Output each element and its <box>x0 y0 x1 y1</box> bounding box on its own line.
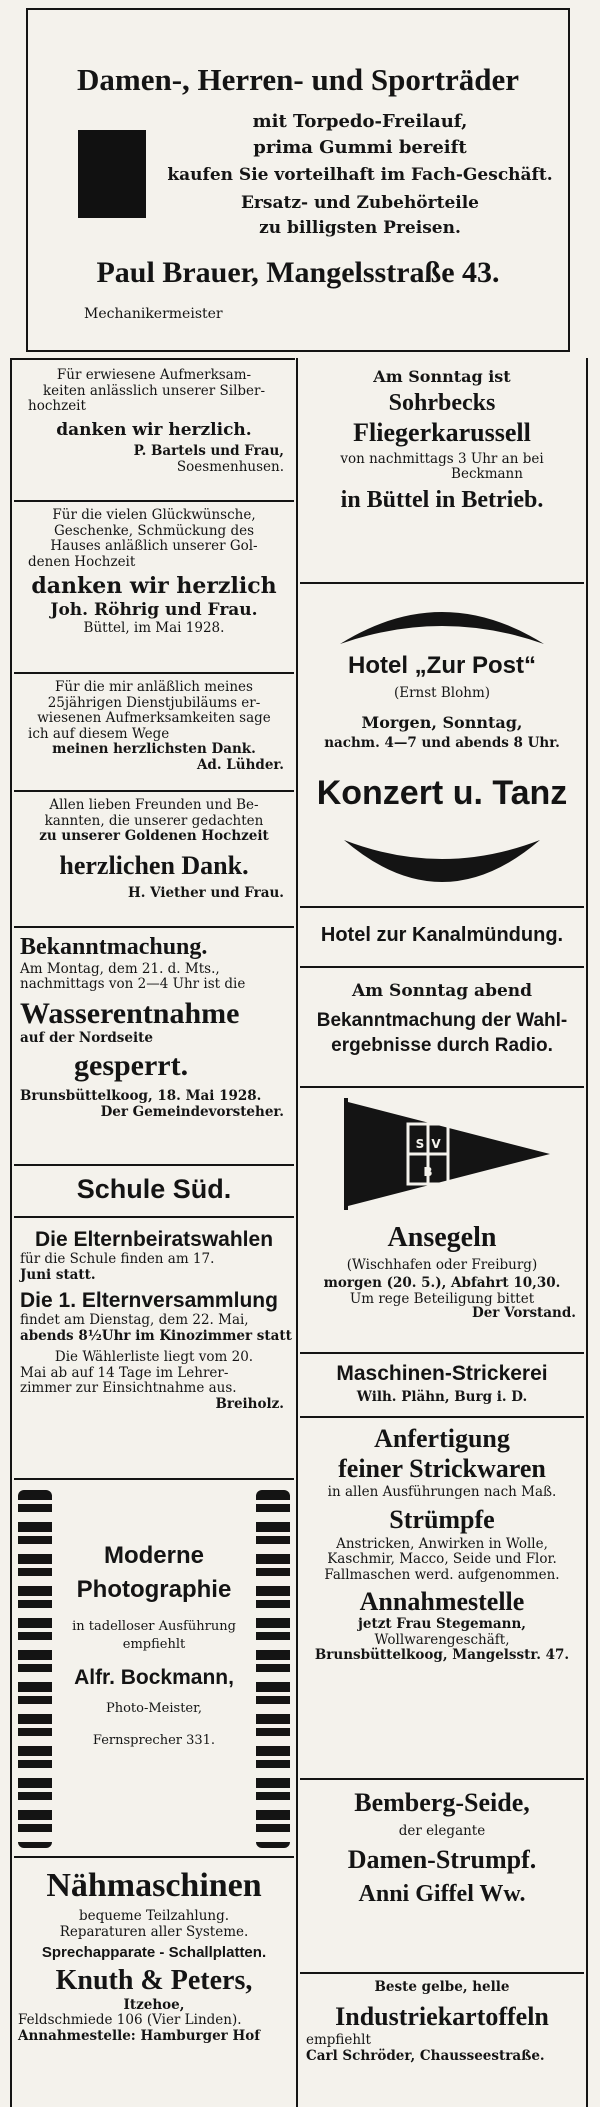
ornament-border-left <box>18 1490 52 1848</box>
text-line: Nähmaschinen <box>46 1867 262 1904</box>
text-line: Die 1. Elternversammlung <box>20 1289 278 1313</box>
text-line: Geschenke, Schmückung des <box>53 522 254 539</box>
text-line: Fallmaschen werd. aufgenommen. <box>324 1566 560 1583</box>
top-ad-line4: Ersatz- und Zubehörteile <box>240 193 480 213</box>
text-line: Bekanntmachung der Wahl- <box>316 1009 568 1031</box>
text-line: 25jährigen Dienstjubiläums er- <box>47 694 261 711</box>
ornament-border-right <box>256 1490 290 1848</box>
text-line: Itzehoe, <box>123 1996 185 2013</box>
text-line: Reparaturen aller Systeme. <box>59 1923 249 1940</box>
text-line: Annahmestelle: Hamburger Hof <box>18 2027 261 2044</box>
text-line: morgen (20. 5.), Abfahrt 10,30. <box>323 1275 561 1291</box>
text-line: Am Sonntag abend <box>351 981 533 1001</box>
text-line: Wilh. Plähn, Burg i. D. <box>356 1389 528 1406</box>
text-line: Ansegeln <box>387 1222 497 1253</box>
text-line: nachm. 4—7 und abends 8 Uhr. <box>324 735 560 751</box>
top-ad-black-box <box>78 130 146 218</box>
text-line: Bemberg-Seide, <box>354 1788 530 1817</box>
text-line: empfiehlt <box>306 2032 371 2049</box>
text-line: für die Schule finden am 17. <box>20 1251 215 1268</box>
text-line: hochzeit <box>28 398 86 415</box>
text-line: Juni statt. <box>20 1266 96 1283</box>
text-line: in allen Ausführungen nach Maß. <box>327 1484 557 1501</box>
text-line: Moderne <box>103 1542 204 1569</box>
top-ad-title: Damen-, Herren- und Sporträder <box>77 62 519 97</box>
text-line: Die Elternbeiratswahlen <box>34 1228 274 1251</box>
text-line: Für erwiesene Aufmerksam- <box>56 367 252 383</box>
crescent-bottom-ornament <box>300 834 584 904</box>
top-ad-line3: kaufen Sie vorteilhaft im Fach-Geschäft. <box>167 165 553 185</box>
flag-letter-s: S <box>415 1137 425 1151</box>
flag-letter-v: V <box>431 1137 441 1151</box>
hotel-kanal-ad <box>300 910 584 966</box>
text-line: Carl Schröder, Chausseestraße. <box>306 2047 545 2064</box>
divider <box>14 672 294 674</box>
top-ad-line1: mit Torpedo-Freilauf, <box>252 111 468 132</box>
left-col-top-rule <box>10 358 295 360</box>
text-line: P. Bartels und Frau, <box>133 443 284 460</box>
text-line: ich auf diesem Wege <box>28 725 170 742</box>
text-line: ergebnisse durch Radio. <box>331 1035 553 1057</box>
knitting-ad <box>300 1356 584 1776</box>
hotel-post-ad <box>300 586 584 920</box>
text-line: von nachmittags 3 Uhr an bei <box>340 450 544 467</box>
text-line: auf der Nordseite <box>20 1030 153 1047</box>
text-line: Damen-Strumpf. <box>347 1845 537 1875</box>
text-line: abends 8½Uhr im Kinozimmer statt <box>20 1327 292 1344</box>
text-line: Beckmann <box>451 466 523 483</box>
thanks-ad-luehder <box>14 676 294 796</box>
photo-ad <box>14 1482 294 1854</box>
text-line: Mai ab auf 14 Tage im Lehrer- <box>20 1364 229 1381</box>
crescent-top-ornament <box>300 590 584 650</box>
text-line: Hauses anläßlich unserer Gol- <box>50 538 258 555</box>
text-line: Morgen, Sonntag, <box>361 713 523 732</box>
text-line: denen Hochzeit <box>28 553 136 570</box>
text-line: Für die mir anläßlich meines <box>55 679 253 695</box>
text-line: Alfr. Bockmann, <box>74 1666 234 1689</box>
text-line: empfiehlt <box>122 1637 186 1652</box>
text-line: Photo-Meister, <box>105 1701 203 1716</box>
pennant-flag-icon <box>300 1094 584 1214</box>
potato-ad <box>300 1976 584 2106</box>
top-ad-line2: prima Gummi bereift <box>253 137 467 158</box>
text-line: Anfertigung <box>374 1423 510 1453</box>
sewing-machine-ad <box>14 1860 294 2104</box>
text-line: Hotel „Zur Post“ <box>347 652 536 679</box>
thanks-ad-roehrig <box>14 504 294 676</box>
text-line: Der Gemeindevorsteher. <box>100 1103 284 1120</box>
text-line: nachmittags von 2—4 Uhr ist die <box>20 976 246 993</box>
text-line: der elegante <box>398 1822 486 1839</box>
text-line: Anstricken, Anwirken in Wolle, <box>336 1535 548 1552</box>
text-line: Wollwarengeschäft, <box>374 1631 510 1648</box>
text-line: danken wir herzlich <box>31 573 277 600</box>
thanks-ad-viether <box>14 794 294 930</box>
text-line: Hotel zur Kanalmündung. <box>320 924 564 946</box>
text-line: Knuth & Peters, <box>55 1965 253 1997</box>
notice-ad-water <box>14 930 294 1162</box>
text-line: meinen herzlichsten Dank. <box>52 741 256 758</box>
text-line: Maschinen-Strickerei <box>336 1362 548 1385</box>
text-line: Soesmenhusen. <box>176 458 284 475</box>
text-line: Breiholz. <box>215 1395 284 1412</box>
radio-ad <box>300 970 584 1084</box>
divider <box>300 966 584 968</box>
text-line: Am Montag, dem 21. d. Mts., <box>20 960 220 977</box>
text-line: Photographie <box>76 1576 232 1603</box>
text-line: bequeme Teilzahlung. <box>78 1908 230 1925</box>
text-line: Ad. Lühder. <box>196 756 284 773</box>
text-line: danken wir herzlich. <box>56 419 252 440</box>
text-line: Sprechapparate - Schallplatten. <box>41 1944 267 1962</box>
top-ad-role: Mechanikermeister <box>84 306 223 322</box>
text-line: Am Sonntag ist <box>373 367 511 386</box>
text-line: Büttel, im Mai 1928. <box>83 619 225 636</box>
carousel-ad <box>300 362 584 546</box>
text-line: zimmer zur Einsichtnahme aus. <box>20 1380 237 1397</box>
divider <box>14 1478 294 1480</box>
text-line: Anni Giffel Ww. <box>358 1881 526 1908</box>
sailing-ad <box>300 1090 584 1320</box>
text-line: Der Vorstand. <box>472 1305 576 1320</box>
text-line: Industriekartoffeln <box>335 2001 549 2031</box>
school-notice <box>14 1220 294 1480</box>
divider <box>14 790 294 792</box>
text-line: Fliegerkarussell <box>353 417 531 447</box>
flag-letter-b: B <box>423 1165 433 1179</box>
text-line: zu unserer Goldenen Hochzeit <box>39 828 269 845</box>
text-line: wiesenen Aufmerksamkeiten sage <box>37 710 271 727</box>
text-line: gesperrt. <box>74 1048 189 1082</box>
divider <box>300 582 584 584</box>
text-line: Konzert u. Tanz <box>316 774 568 812</box>
divider <box>300 1086 584 1088</box>
right-col-right-border <box>586 358 588 2107</box>
text-line: Joh. Röhrig und Frau. <box>50 600 258 621</box>
divider <box>14 500 294 502</box>
divider <box>300 1416 584 1418</box>
thanks-ad-bartels <box>14 362 294 498</box>
text-line: Brunsbüttelkoog, 18. Mai 1928. <box>20 1088 262 1105</box>
top-ad <box>30 12 566 348</box>
text-line: keiten anlässlich unserer Silber- <box>42 382 266 399</box>
text-line: (Ernst Blohm) <box>393 685 491 701</box>
text-line: in Büttel in Betrieb. <box>340 486 544 513</box>
text-line: kannten, die unserer gedachten <box>44 812 264 829</box>
stocking-ad <box>300 1782 584 1952</box>
text-line: jetzt Frau Stegemann, <box>358 1616 526 1633</box>
divider <box>300 1972 584 1974</box>
text-line: herzlichen Dank. <box>59 850 249 880</box>
text-line: Bekanntmachung. <box>20 934 208 960</box>
top-ad-line5: zu billigsten Preisen. <box>259 218 461 238</box>
divider <box>300 1778 584 1780</box>
text-line: Für die vielen Glückwünsche, <box>52 507 256 523</box>
text-line: Fernsprecher 331. <box>92 1733 216 1748</box>
text-line: Brunsbüttelkoog, Mangelsstr. 47. <box>314 1647 570 1664</box>
text-line: feiner Strickwaren <box>338 1453 546 1483</box>
left-col-left-border <box>10 358 12 2107</box>
text-line: in tadelloser Ausführung <box>72 1619 236 1634</box>
text-line: Allen lieben Freunden und Be- <box>49 797 259 813</box>
text-line: Kaschmir, Macco, Seide und Flor. <box>327 1551 557 1568</box>
column-divider <box>296 358 298 2107</box>
divider <box>14 1216 294 1218</box>
text-line: Die Wählerliste liegt vom 20. <box>54 1349 254 1366</box>
text-line: Beste gelbe, helle <box>374 1979 510 1995</box>
text-line: Annahmestelle <box>359 1587 525 1617</box>
top-ad-name: Paul Brauer, Mangelsstraße 43. <box>96 256 500 289</box>
divider <box>14 1856 294 1858</box>
text-line: Um rege Beteiligung bittet <box>349 1291 535 1307</box>
text-line: Feldschmiede 106 (Vier Linden). <box>18 2012 242 2029</box>
divider <box>14 1164 294 1166</box>
text-line: H. Viether und Frau. <box>127 885 284 902</box>
text-line: findet am Dienstag, dem 22. Mai, <box>20 1312 249 1329</box>
school-heading <box>14 1168 294 1214</box>
divider <box>14 926 294 928</box>
text-line: Strümpfe <box>389 1504 495 1534</box>
text-line: Wasserentnahme <box>20 996 240 1030</box>
divider <box>300 1352 584 1354</box>
text-line: Sohrbecks <box>388 390 496 417</box>
divider <box>300 906 584 908</box>
text-line: (Wischhafen oder Freiburg) <box>346 1257 538 1273</box>
text-line: Schule Süd. <box>76 1174 232 1204</box>
